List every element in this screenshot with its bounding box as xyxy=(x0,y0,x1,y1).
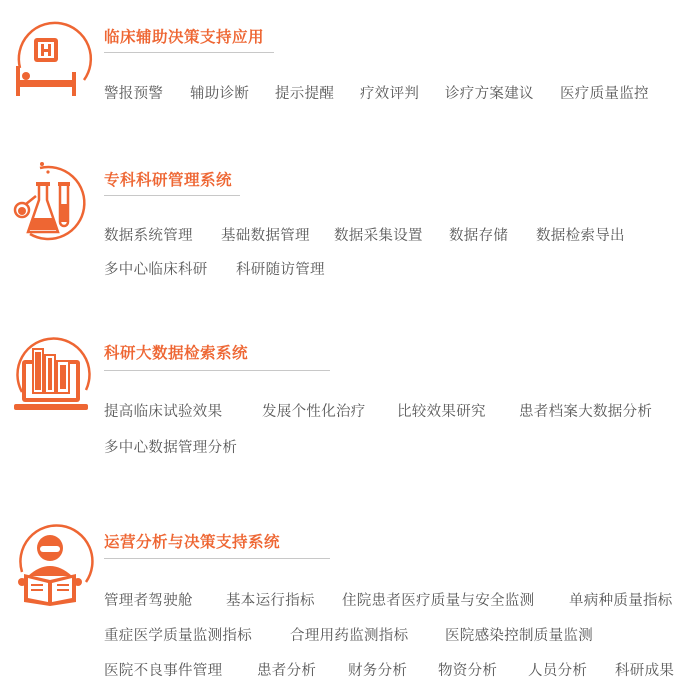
section-title: 临床辅助决策支持应用 xyxy=(104,28,265,46)
tag-item[interactable]: 单病种质量指标 xyxy=(569,593,673,609)
tag-row xyxy=(0,224,700,246)
title-underline xyxy=(104,370,330,371)
tag-item[interactable]: 数据采集设置 xyxy=(334,228,423,244)
section-title: 专科科研管理系统 xyxy=(104,171,233,189)
tag-item[interactable]: 科研成果 xyxy=(615,663,675,679)
tag-item[interactable]: 疗效评判 xyxy=(360,86,420,102)
tag-item[interactable]: 患者档案大数据分析 xyxy=(519,404,653,420)
title-underline xyxy=(104,195,240,196)
tag-row xyxy=(0,82,700,104)
tag-item[interactable]: 多中心数据管理分析 xyxy=(104,440,238,456)
tag-item[interactable]: 数据检索导出 xyxy=(536,228,625,244)
tag-item[interactable]: 辅助诊断 xyxy=(190,86,250,102)
tag-item[interactable]: 警报预警 xyxy=(104,86,164,102)
title-underline xyxy=(104,52,274,53)
tag-item[interactable]: 基本运行指标 xyxy=(226,593,315,609)
tag-row xyxy=(0,659,700,681)
tag-row xyxy=(0,436,700,458)
tag-item[interactable]: 提示提醒 xyxy=(275,86,335,102)
title-underline xyxy=(104,558,330,559)
tag-item[interactable]: 医疗质量监控 xyxy=(560,86,649,102)
section-title: 科研大数据检索系统 xyxy=(104,344,249,362)
tag-item[interactable]: 数据系统管理 xyxy=(104,228,193,244)
tag-item[interactable]: 诊疗方案建议 xyxy=(445,86,534,102)
tag-item[interactable]: 物资分析 xyxy=(438,663,498,679)
tag-item[interactable]: 住院患者医疗质量与安全监测 xyxy=(342,593,535,609)
tag-row xyxy=(0,589,700,611)
section-title: 运营分析与决策支持系统 xyxy=(104,533,281,551)
tag-item[interactable]: 科研随访管理 xyxy=(236,262,325,278)
tag-item[interactable]: 提高临床试验效果 xyxy=(104,404,223,420)
tag-item[interactable]: 医院感染控制质量监测 xyxy=(445,628,593,644)
tag-item[interactable]: 发展个性化治疗 xyxy=(262,404,366,420)
tag-item[interactable]: 患者分析 xyxy=(257,663,317,679)
tag-item[interactable]: 基础数据管理 xyxy=(221,228,310,244)
tag-row xyxy=(0,400,700,422)
tag-item[interactable]: 比较效果研究 xyxy=(397,404,486,420)
tag-item[interactable]: 合理用药监测指标 xyxy=(290,628,409,644)
tag-item[interactable]: 重症医学质量监测指标 xyxy=(104,628,252,644)
tag-item[interactable]: 管理者驾驶舱 xyxy=(104,593,193,609)
tag-item[interactable]: 人员分析 xyxy=(528,663,588,679)
tag-item[interactable]: 多中心临床科研 xyxy=(104,262,208,278)
tag-row xyxy=(0,258,700,280)
tag-item[interactable]: 数据存储 xyxy=(449,228,509,244)
tag-item[interactable]: 财务分析 xyxy=(348,663,408,679)
tag-row xyxy=(0,624,700,646)
tag-item[interactable]: 医院不良事件管理 xyxy=(104,663,223,679)
